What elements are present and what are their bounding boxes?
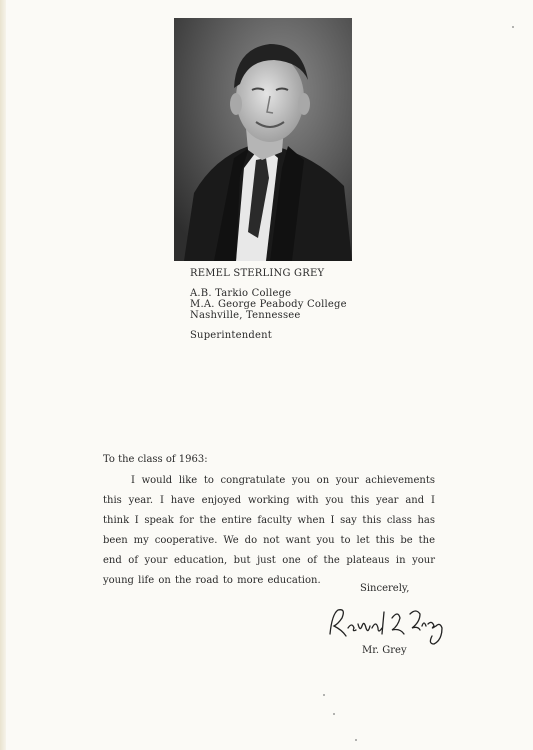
subject-role: Superintendent xyxy=(190,330,272,341)
letter-body: I would like to congratulate you on your achievements this year. I have enjoyed working with you this year and I think I speak for the entire faculty when I say this class has been my cooperative. We do not want you to let this be the end of your education, but just one of the plateaus in your young life on the road to more education. xyxy=(103,475,435,586)
portrait-illustration xyxy=(174,18,352,261)
letter-sign-off: Mr. Grey xyxy=(362,645,407,656)
subject-name: REMEL STERLING GREY xyxy=(190,268,325,279)
portrait-photo xyxy=(174,18,352,261)
letter-closing: Sincerely, xyxy=(360,583,410,594)
page-speck xyxy=(323,694,325,696)
page-edge xyxy=(0,0,6,750)
page-speck xyxy=(512,26,514,28)
degree-line: A.B. Tarkio College xyxy=(190,288,292,299)
letter xyxy=(103,450,435,591)
page-speck xyxy=(333,713,335,715)
page-speck xyxy=(355,739,357,741)
location-line: Nashville, Tennessee xyxy=(190,310,301,321)
portrait-caption xyxy=(190,268,347,341)
letter-salutation: To the class of 1963: xyxy=(103,454,208,465)
degree-line: M.A. George Peabody College xyxy=(190,299,347,310)
